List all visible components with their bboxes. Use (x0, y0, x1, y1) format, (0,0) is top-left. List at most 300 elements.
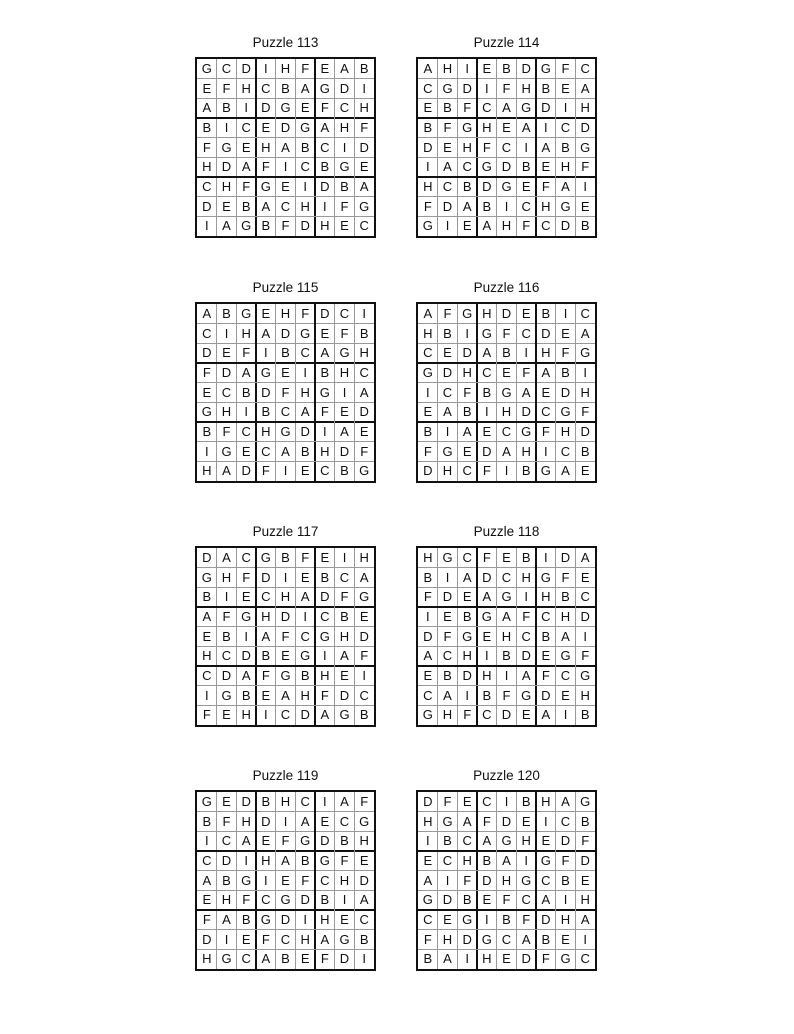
grid-cell: H (423, 325, 433, 341)
grid-cell: D (521, 648, 531, 664)
grid-cell: F (581, 404, 590, 420)
grid-cell: B (281, 951, 290, 967)
grid-cell: A (281, 443, 290, 459)
grid-cell: G (260, 179, 271, 194)
grid-cell: G (481, 325, 492, 341)
grid-cell: B (423, 120, 433, 135)
grid-cell: G (462, 628, 473, 644)
puzzle-grid (416, 546, 597, 727)
grid-cell: H (261, 853, 271, 868)
grid-cell: C (442, 179, 453, 194)
grid-cell: G (201, 404, 212, 420)
grid-cell: E (359, 159, 369, 175)
puzzle-title: Puzzle 117 (252, 524, 319, 539)
grid-cell: D (261, 813, 271, 829)
grid-cell: D (300, 218, 310, 234)
grid-cell: E (580, 872, 590, 888)
puzzle-title: Puzzle 115 (252, 280, 319, 295)
grid-cell: A (261, 628, 271, 644)
grid-cell: C (280, 404, 291, 420)
grid-cell: G (241, 872, 252, 888)
grid-cell: D (482, 872, 492, 888)
grid-cell: I (205, 687, 209, 703)
grid-cell: F (301, 61, 310, 76)
grid-cell: F (522, 912, 531, 927)
grid-cell: B (502, 61, 511, 76)
grid-cell: H (300, 198, 310, 214)
grid-cell: B (521, 550, 531, 565)
grid-cell: C (501, 931, 512, 947)
grid-cell: I (264, 345, 268, 361)
grid-cell: F (482, 463, 491, 479)
grid-cell: E (443, 345, 452, 361)
grid-cell: A (423, 648, 433, 664)
grid-cell: D (339, 80, 350, 96)
grid-cell: F (423, 931, 432, 947)
grid-cell: C (462, 463, 472, 479)
grid-cell: B (281, 550, 290, 565)
grid-cell: G (359, 813, 370, 829)
grid-cell: C (423, 687, 433, 703)
grid-cell: D (300, 892, 310, 908)
grid-cell: C (300, 345, 310, 361)
grid-cell: A (462, 813, 472, 829)
grid-cell: G (501, 589, 512, 605)
grid-cell: A (300, 589, 310, 605)
grid-cell: I (426, 384, 430, 400)
grid-cell: F (202, 912, 211, 927)
grid-cell: H (462, 648, 472, 664)
grid-cell: F (222, 813, 231, 829)
grid-cell: C (423, 345, 433, 361)
grid-cell: H (423, 550, 433, 565)
grid-cell: C (359, 687, 369, 703)
grid-cell: F (360, 120, 369, 135)
grid-cell: C (241, 120, 251, 135)
grid-cell: B (359, 707, 369, 723)
grid-cell: G (442, 443, 453, 459)
grid-cell: H (320, 218, 330, 234)
grid-cell: F (522, 609, 531, 624)
grid-cell: E (222, 198, 231, 214)
grid-cell: I (342, 550, 347, 565)
grid-cell: G (319, 628, 330, 644)
grid-cell: E (359, 424, 369, 439)
grid-cell: I (504, 463, 509, 479)
grid-cell: D (280, 325, 291, 341)
grid-cell: E (443, 139, 452, 155)
grid-cell: H (541, 198, 551, 214)
grid-cell: A (423, 61, 433, 76)
grid-cell: H (462, 853, 472, 868)
grid-cell: B (300, 853, 310, 868)
grid-cell: H (482, 668, 492, 683)
grid-cell: G (339, 345, 350, 361)
grid-cell: B (222, 100, 231, 116)
grid-cell: B (580, 707, 590, 723)
grid-cell: H (359, 100, 369, 116)
grid-cell: D (261, 569, 271, 585)
grid-cell: H (359, 550, 369, 565)
grid-cell: D (541, 912, 551, 927)
grid-cell: I (323, 424, 327, 439)
grid-cell: G (521, 100, 532, 116)
grid-cell: B (482, 853, 492, 868)
grid-cell: B (281, 80, 290, 96)
grid-cell: E (281, 648, 290, 664)
grid-cell: A (359, 384, 369, 400)
grid-cell: C (280, 931, 291, 947)
grid-cell: I (524, 139, 528, 155)
grid-cell: D (580, 853, 590, 868)
grid-cell: G (280, 668, 291, 683)
grid-cell: B (541, 628, 551, 644)
grid-cell: B (541, 306, 551, 321)
grid-cell: E (482, 61, 492, 76)
grid-cell: E (521, 813, 531, 829)
grid-cell: D (560, 384, 571, 400)
grid-cell: I (283, 159, 288, 175)
grid-cell: I (583, 628, 587, 644)
grid-cell: D (482, 179, 492, 194)
grid-cell: B (580, 443, 590, 459)
grid-cell: E (340, 218, 349, 234)
grid-cell: G (422, 218, 433, 234)
grid-cell: I (485, 404, 489, 420)
grid-cell: F (261, 668, 270, 683)
grid-cell: A (521, 668, 531, 683)
grid-cell: E (502, 365, 511, 380)
grid-cell: F (541, 179, 550, 194)
grid-cell: E (502, 951, 511, 967)
grid-cell: A (443, 951, 452, 967)
grid-cell: F (320, 100, 329, 116)
grid-cell: F (360, 794, 369, 809)
grid-cell: H (241, 325, 251, 341)
grid-cell: H (560, 609, 571, 624)
grid-cell: C (202, 668, 212, 683)
grid-cell: D (202, 345, 212, 361)
grid-cell: F (320, 404, 329, 420)
puzzle-grid (195, 546, 376, 727)
grid-cell: G (319, 80, 330, 96)
grid-cell: G (521, 872, 532, 888)
grid-cell: E (541, 648, 551, 664)
grid-cell: F (301, 306, 310, 321)
grid-cell: H (300, 931, 310, 947)
grid-cell: I (544, 550, 548, 565)
grid-cell: D (202, 931, 212, 947)
grid-cell: F (261, 463, 270, 479)
grid-cell: C (320, 872, 330, 888)
grid-cell: I (264, 61, 268, 76)
grid-cell: F (463, 707, 472, 723)
grid-cell: A (202, 872, 212, 888)
grid-cell: I (563, 707, 568, 723)
grid-cell: F (261, 159, 270, 175)
grid-cell: G (481, 931, 492, 947)
grid-cell: F (340, 325, 349, 341)
grid-cell: G (580, 345, 591, 361)
grid-cell: F (320, 687, 329, 703)
grid-cell: H (482, 120, 492, 135)
grid-cell: C (501, 139, 512, 155)
grid-cell: E (541, 384, 551, 400)
grid-cell: C (300, 794, 310, 809)
grid-cell: A (502, 100, 511, 116)
grid-cell: E (541, 833, 551, 849)
grid-cell: H (541, 345, 551, 361)
grid-cell: C (442, 384, 453, 400)
grid-cell: C (261, 589, 271, 605)
grid-cell: D (521, 404, 531, 420)
grid-cell: I (205, 218, 209, 234)
grid-cell: H (221, 404, 232, 420)
grid-cell: G (442, 80, 453, 96)
grid-cell: E (521, 179, 531, 194)
grid-cell: C (462, 550, 472, 565)
grid-cell: A (541, 707, 551, 723)
grid-cell: B (241, 687, 251, 703)
grid-cell: G (422, 707, 433, 723)
grid-cell: B (482, 384, 492, 400)
grid-cell: B (359, 931, 369, 947)
grid-cell: C (241, 951, 251, 967)
grid-cell: E (462, 589, 472, 605)
grid-cell: F (482, 550, 491, 565)
grid-cell: A (502, 853, 511, 868)
grid-cell: B (443, 100, 452, 116)
grid-cell: C (580, 61, 590, 76)
grid-cell: D (359, 404, 369, 420)
grid-cell: A (281, 139, 290, 155)
grid-cell: F (202, 139, 211, 155)
grid-cell: D (501, 159, 512, 175)
grid-cell: H (241, 707, 251, 723)
grid-cell: G (359, 463, 370, 479)
grid-cell: A (261, 198, 271, 214)
grid-cell: F (581, 159, 590, 175)
grid-cell: H (501, 218, 512, 234)
grid-cell: G (540, 61, 551, 76)
grid-cell: G (300, 648, 311, 664)
grid-cell: G (260, 550, 271, 565)
grid-cell: I (323, 198, 327, 214)
grid-cell: D (221, 159, 232, 175)
grid-cell: I (303, 179, 307, 194)
grid-cell: G (241, 609, 252, 624)
grid-cell: G (442, 813, 453, 829)
grid-cell: E (340, 404, 349, 420)
grid-cell: H (482, 951, 492, 967)
grid-cell: E (580, 569, 590, 585)
grid-cell: H (560, 912, 571, 927)
grid-cell: F (581, 648, 590, 664)
grid-cell: I (362, 668, 366, 683)
grid-cell: E (561, 931, 570, 947)
grid-cell: F (463, 384, 472, 400)
grid-cell: G (501, 833, 512, 849)
grid-cell: E (202, 384, 212, 400)
grid-cell: D (300, 707, 310, 723)
grid-cell: I (342, 892, 347, 908)
grid-cell: G (560, 951, 571, 967)
grid-cell: B (241, 198, 251, 214)
grid-cell: H (521, 80, 531, 96)
grid-cell: G (280, 100, 291, 116)
grid-cell: A (320, 931, 330, 947)
puzzle-grid (195, 57, 376, 238)
grid-cell: C (261, 443, 271, 459)
grid-cell: B (202, 120, 212, 135)
grid-cell: H (580, 100, 590, 116)
grid-cell: B (580, 218, 590, 234)
grid-cell: G (560, 198, 571, 214)
grid-cell: I (504, 668, 509, 683)
grid-cell: D (241, 794, 251, 809)
grid-cell: E (462, 218, 472, 234)
grid-cell: F (281, 628, 290, 644)
grid-cell: G (540, 463, 551, 479)
grid-cell: A (443, 687, 452, 703)
grid-cell: B (300, 443, 310, 459)
grid-cell: G (339, 707, 350, 723)
grid-cell: E (443, 912, 452, 927)
grid-cell: F (281, 384, 290, 400)
grid-cell: A (541, 892, 551, 908)
grid-cell: D (359, 628, 369, 644)
grid-cell: A (521, 931, 531, 947)
grid-cell: A (359, 569, 369, 585)
grid-cell: A (241, 668, 251, 683)
grid-cell: G (300, 325, 311, 341)
grid-cell: C (482, 365, 492, 380)
grid-cell: A (320, 707, 330, 723)
grid-cell: H (339, 628, 350, 644)
grid-cell: D (442, 589, 453, 605)
grid-cell: H (202, 463, 212, 479)
grid-cell: E (580, 463, 590, 479)
grid-cell: G (422, 365, 433, 380)
grid-cell: G (221, 443, 232, 459)
grid-cell: E (502, 120, 511, 135)
grid-cell: F (360, 648, 369, 664)
grid-cell: C (359, 218, 369, 234)
grid-cell: C (521, 892, 531, 908)
grid-cell: C (501, 424, 512, 439)
grid-cell: E (580, 198, 590, 214)
grid-cell: B (462, 892, 472, 908)
grid-cell: G (201, 569, 212, 585)
grid-cell: I (205, 833, 209, 849)
grid-cell: A (202, 609, 212, 624)
grid-cell: B (521, 794, 531, 809)
grid-cell: D (241, 61, 251, 76)
grid-cell: G (442, 550, 453, 565)
grid-cell: H (320, 912, 330, 927)
grid-cell: G (241, 218, 252, 234)
grid-cell: C (300, 159, 310, 175)
grid-cell: B (502, 345, 511, 361)
grid-cell: D (359, 139, 369, 155)
grid-cell: A (261, 951, 271, 967)
grid-cell: C (221, 61, 232, 76)
grid-cell: C (221, 833, 232, 849)
grid-cell: H (560, 159, 571, 175)
grid-cell: E (300, 100, 310, 116)
grid-cell: B (541, 931, 551, 947)
grid-cell: D (462, 80, 472, 96)
grid-cell: A (482, 345, 492, 361)
grid-cell: H (202, 159, 212, 175)
grid-cell: B (443, 325, 452, 341)
grid-cell: C (359, 912, 369, 927)
grid-cell: E (202, 628, 212, 644)
grid-cell: B (241, 384, 251, 400)
grid-cell: D (501, 306, 512, 321)
grid-cell: B (502, 912, 511, 927)
grid-cell: B (320, 365, 330, 380)
grid-cell: B (222, 306, 231, 321)
grid-cell: D (261, 100, 271, 116)
grid-cell: C (442, 648, 453, 664)
grid-cell: B (359, 325, 369, 341)
grid-cell: A (320, 345, 330, 361)
grid-cell: F (463, 872, 472, 888)
grid-cell: F (423, 198, 432, 214)
grid-cell: C (482, 100, 492, 116)
grid-cell: A (561, 463, 570, 479)
grid-cell: H (202, 648, 212, 664)
grid-cell: I (303, 912, 307, 927)
grid-cell: I (544, 443, 548, 459)
grid-cell: F (443, 794, 452, 809)
grid-cell: I (485, 912, 489, 927)
grid-cell: D (541, 687, 551, 703)
grid-cell: E (300, 569, 310, 585)
grid-cell: A (482, 833, 492, 849)
grid-cell: H (521, 443, 531, 459)
grid-cell: D (423, 139, 433, 155)
grid-cell: D (300, 424, 310, 439)
grid-cell: B (241, 912, 251, 927)
grid-cell: B (222, 872, 231, 888)
grid-cell: I (362, 80, 366, 96)
grid-cell: H (580, 687, 590, 703)
grid-cell: I (445, 872, 450, 888)
grid-cell: H (521, 569, 531, 585)
grid-cell: A (222, 463, 231, 479)
grid-cell: G (300, 120, 311, 135)
grid-cell: C (423, 80, 433, 96)
grid-cell: D (320, 179, 330, 194)
grid-cell: D (221, 365, 232, 380)
grid-cell: I (485, 648, 489, 664)
grid-cell: E (202, 80, 212, 96)
grid-cell: I (426, 833, 430, 849)
grid-cell: B (580, 813, 590, 829)
grid-cell: B (443, 833, 452, 849)
grid-cell: F (340, 589, 349, 605)
grid-cell: C (202, 325, 212, 341)
grid-cell: C (280, 198, 291, 214)
grid-cell: E (320, 550, 330, 565)
grid-cell: A (580, 80, 590, 96)
grid-cell: A (521, 384, 531, 400)
grid-cell: G (481, 609, 492, 624)
grid-cell: D (280, 609, 291, 624)
grid-cell: I (426, 159, 430, 175)
